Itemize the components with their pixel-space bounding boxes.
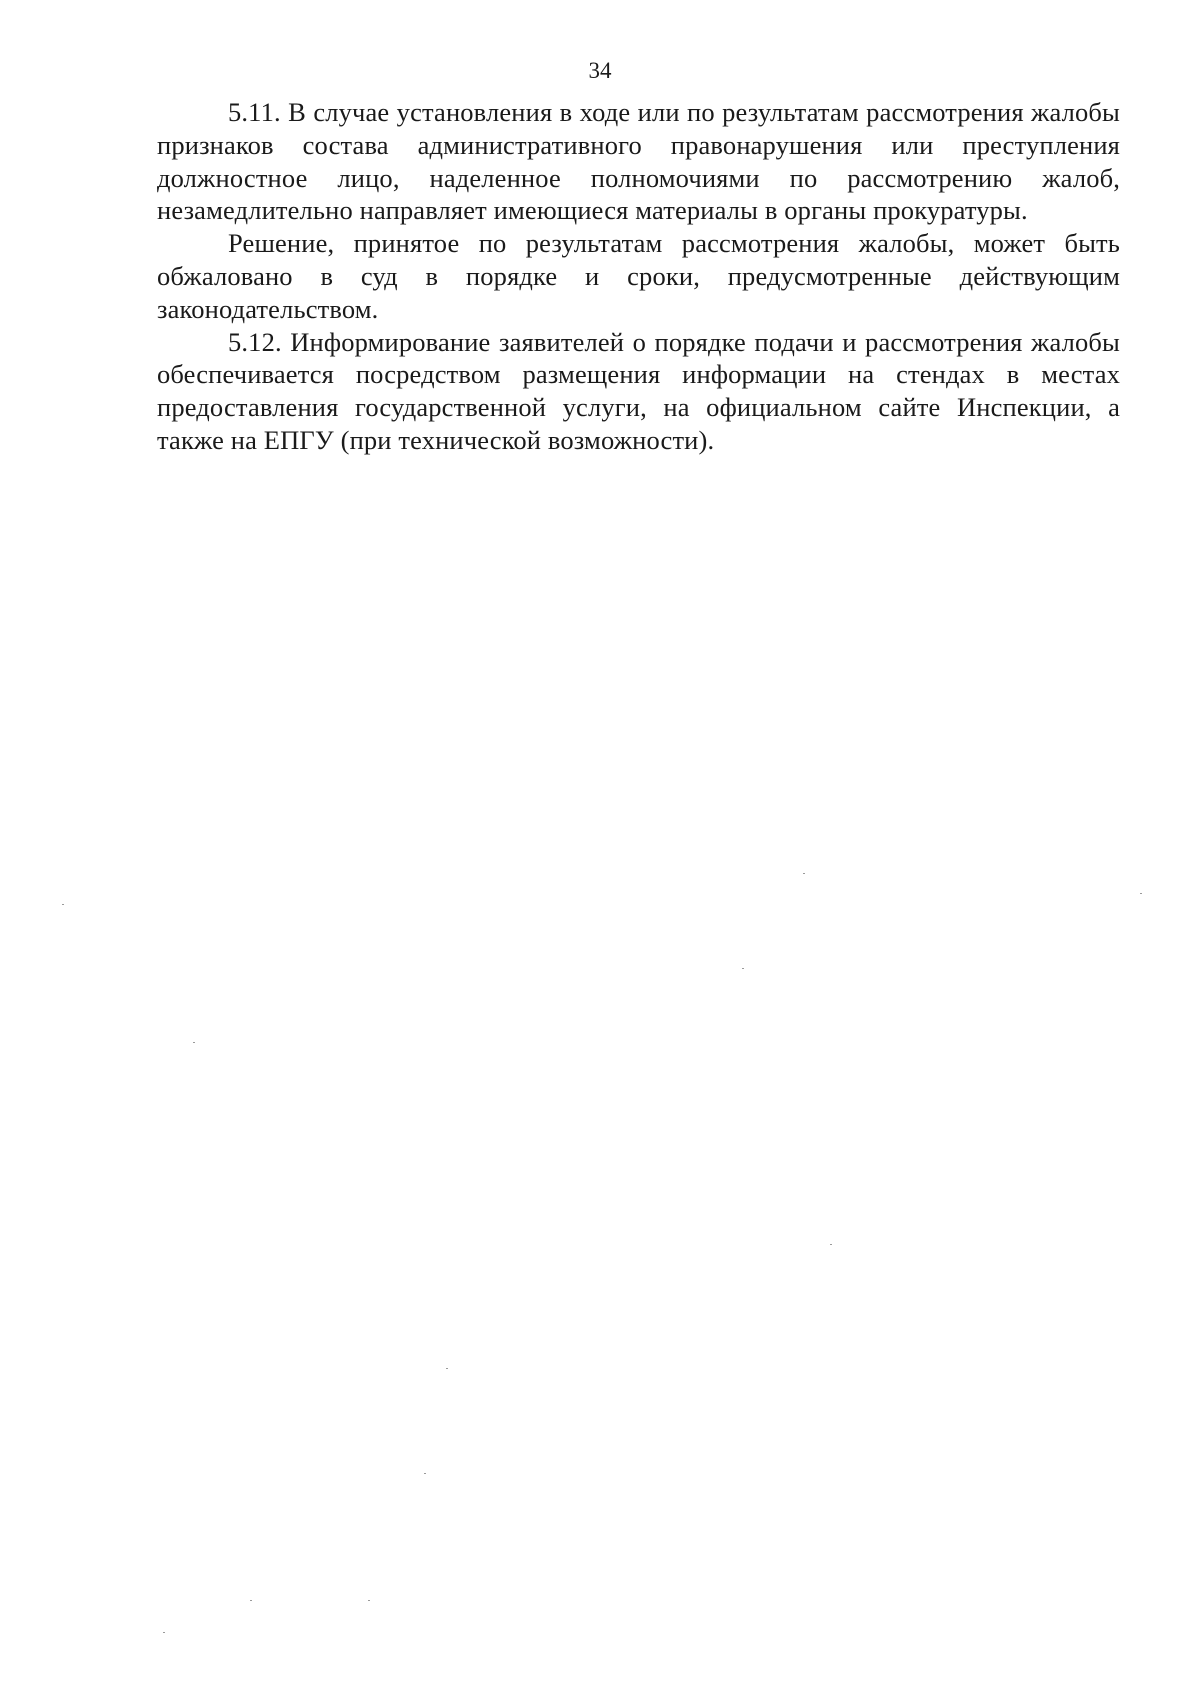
scan-speck — [742, 968, 744, 969]
scan-speck — [830, 1244, 832, 1245]
scan-speck — [163, 1632, 165, 1633]
scan-speck — [368, 1600, 370, 1601]
paragraph-5-11: 5.11. В случае установления в ходе или по результатам рассмотрения жалобы признаков состава административного правонарушения или преступления должностное лицо, наделенное полномочиями по рассмотрению жалоб, незамедлительно направляет имеющиеся материалы в органы прокуратуры. — [157, 97, 1120, 226]
scan-speck — [424, 1473, 426, 1474]
scan-speck — [803, 873, 805, 874]
paragraph-decision-appeal: Решение, принятое по результатам рассмотрения жалобы, может быть обжаловано в суд в порядке и сроки, предусмотренные действующим законодательством. — [157, 228, 1120, 324]
scan-speck — [1140, 893, 1142, 894]
scan-speck — [62, 904, 64, 905]
scan-speck — [250, 1600, 252, 1601]
scan-speck — [446, 1368, 448, 1369]
document-body — [157, 96, 1120, 457]
page-number: 34 — [588, 58, 612, 83]
scan-speck — [193, 1042, 195, 1043]
paragraph-5-12: 5.12. Информирование заявителей о порядке подачи и рассмотрения жалобы обеспечивается посредством размещения информации на стендах в местах предоставления государственной услуги, на официальном сайте Инспекции, а также на ЕПГУ (при технической возможности). — [157, 326, 1120, 455]
